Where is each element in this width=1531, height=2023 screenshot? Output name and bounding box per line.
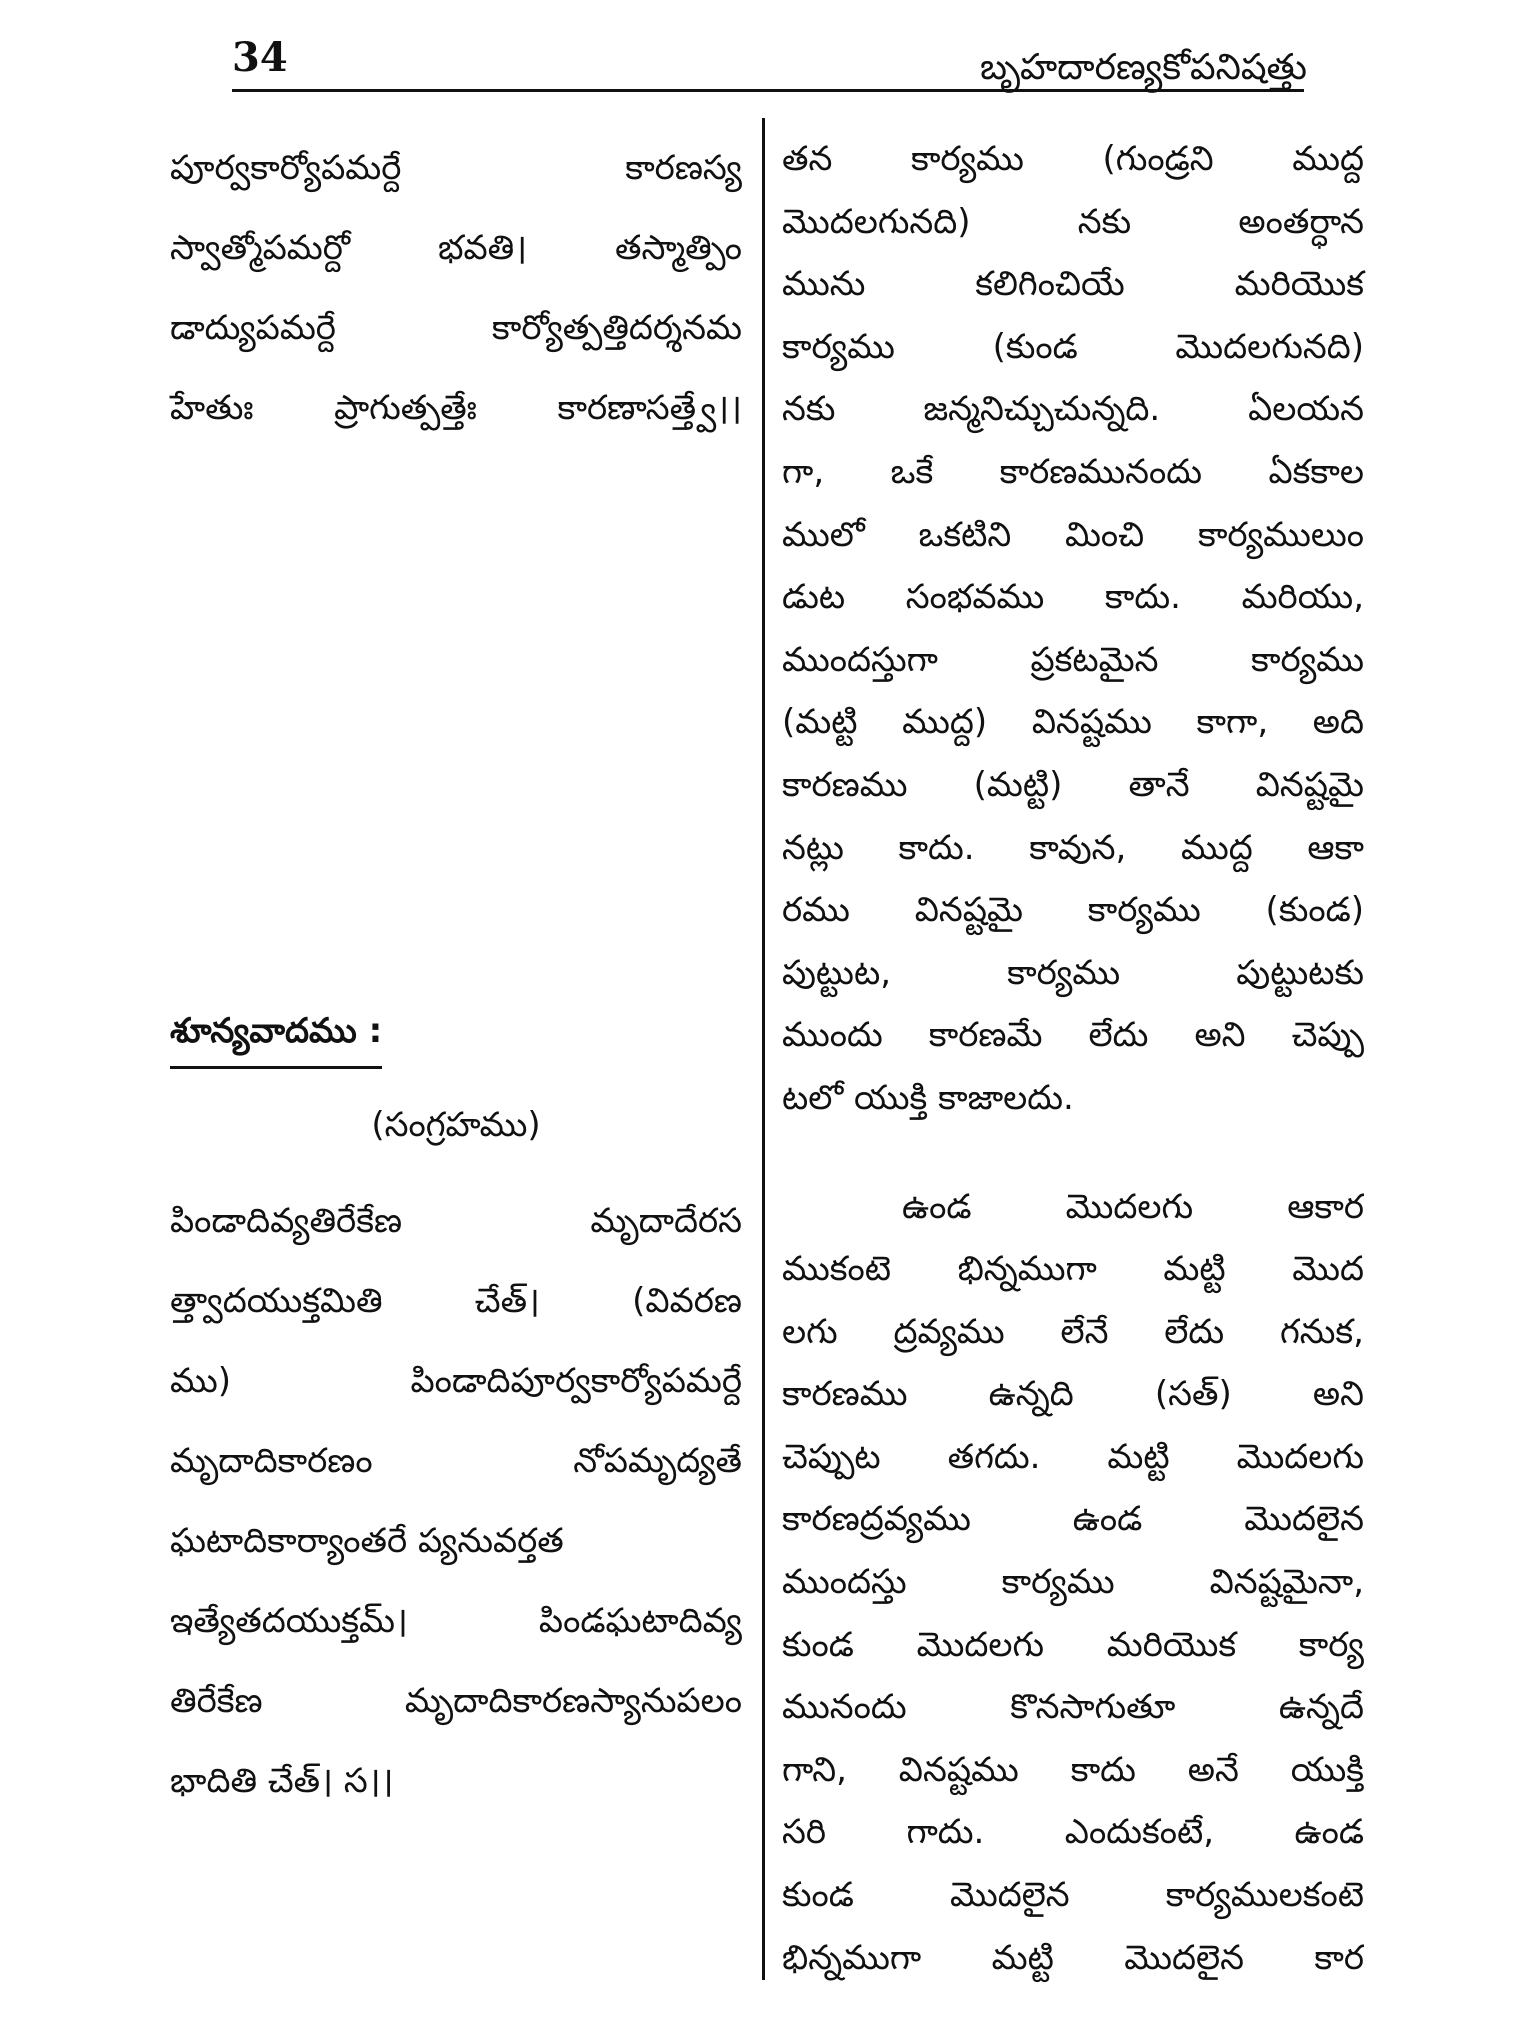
verse-line: డాద్యుపమర్దే కార్యోత్పత్తిదర్శనమ <box>170 308 742 348</box>
verse-block <box>170 128 742 448</box>
verse-line: స్వాత్మోపమర్దో భవతి। తస్మాత్పిం <box>170 228 742 268</box>
text-line: (మట్టి ముద్ద) వినష్టము కాగా, అది <box>782 702 1364 743</box>
text-line: ముందస్తు కార్యము వినష్టమైనా, <box>782 1562 1364 1603</box>
text-line: తన కార్యము (గుండ్రని ముద్ద <box>782 139 1364 179</box>
running-title: బృహదారణ్యకోపనిషత్తు <box>980 47 1307 88</box>
sangraha-label: (సంగ్రహము) <box>371 1105 541 1145</box>
sangraha-line: ము) పిండాదిపూర్వకార్యోపమర్దే <box>170 1361 742 1401</box>
text-line: ముందు కారణమే లేదు అని చెప్పు <box>782 1015 1364 1056</box>
section-heading: శూన్యవాదము : <box>170 998 382 1069</box>
text-line: చెప్పుట తగదు. మట్టి మొదలగు <box>782 1436 1364 1477</box>
text-line: ముకంటె భిన్నముగా మట్టి మొద <box>782 1249 1364 1290</box>
left-column <box>170 128 742 1801</box>
text-line: మును కలిగించియే మరియొక <box>782 264 1364 305</box>
text-line: ములో ఒకటిని మించి కార్యములుం <box>782 514 1364 555</box>
sangraha-line: త్త్వాదయుక్తమితి చేత్। (వివరణ <box>170 1281 742 1321</box>
text-line: మొదలగునది) నకు అంతర్ధాన <box>782 201 1364 242</box>
column-divider <box>762 118 765 1980</box>
text-line: మునందు కొనసాగుతూ ఉన్నదే <box>782 1687 1364 1728</box>
text-line: లగు ద్రవ్యము లేనే లేదు గనుక, <box>782 1311 1364 1352</box>
text-line: సరి గాదు. ఎందుకంటే, ఉండ <box>782 1812 1364 1853</box>
verse-line: హేతుః ప్రాగుత్పత్తేః కారణాసత్త్వే।। <box>170 388 742 428</box>
sangraha-line: భాదితి చేత్। స।। <box>170 1761 394 1801</box>
right-column <box>782 128 1364 1989</box>
text-line: రము వినష్టమై కార్యము (కుండ) <box>782 890 1364 931</box>
sangraha-line: పిండాదివ్యతిరేకేణ మృదాదేరస <box>170 1201 742 1241</box>
paragraph-2 <box>782 1176 1364 1990</box>
text-line: నట్లు కాదు. కావున, ముద్ద ఆకా <box>782 827 1364 868</box>
text-line: కారణము ఉన్నది (సత్) అని <box>782 1374 1364 1415</box>
paragraph-1 <box>782 128 1364 1130</box>
sangraha-line: మృదాదికారణం నోపమృద్యతే <box>170 1441 742 1481</box>
text-line: గాని, వినష్టము కాదు అనే యుక్తి <box>782 1749 1364 1790</box>
page-header <box>0 0 1531 110</box>
text-line: టలో యుక్తి కాజాలదు. <box>782 1077 1074 1118</box>
text-line: గా, ఒకే కారణమునందు ఏకకాల <box>782 451 1364 492</box>
text-line: ముందస్తుగా ప్రకటమైన కార్యము <box>782 639 1364 680</box>
text-line: కార్యము (కుండ మొదలగునది) <box>782 326 1364 367</box>
text-line: కుండ మొదలగు మరియొక కార్య <box>782 1624 1364 1665</box>
text-line: భిన్నముగా మట్టి మొదలైన కార <box>782 1937 1364 1978</box>
sangraha-line: ఇత్యేతదయుక్తమ్। పిండఘటాదివ్య <box>170 1601 742 1641</box>
sangraha-line: తిరేకేణ మృదాదికారణస్యానుపలం <box>170 1681 742 1721</box>
sangraha-line: ఘటాదికార్యాంతరే ప్యనువర్తత <box>170 1521 564 1561</box>
page-number: 34 <box>232 34 288 81</box>
shunyavada-section <box>170 998 742 1821</box>
verse-line: పూర్వకార్యోపమర్దే కారణస్య <box>170 148 742 188</box>
text-line: కారణద్రవ్యము ఉండ మొదలైన <box>782 1499 1364 1540</box>
text-line: నకు జన్మనిచ్చుచున్నది. ఏలయన <box>782 389 1364 430</box>
header-rule <box>232 89 1304 92</box>
text-line: పుట్టుట, కార్యము పుట్టుటకు <box>782 952 1364 993</box>
paragraph-gap <box>782 1130 1364 1176</box>
text-line: కారణము (మట్టి) తానే వినష్టమై <box>782 764 1364 805</box>
text-line: కుండ మొదలైన కార్యములకంటె <box>782 1875 1364 1916</box>
text-line: ఉండ మొదలగు ఆకార <box>902 1186 1364 1227</box>
text-line: డుట సంభవము కాదు. మరియు, <box>782 577 1364 618</box>
